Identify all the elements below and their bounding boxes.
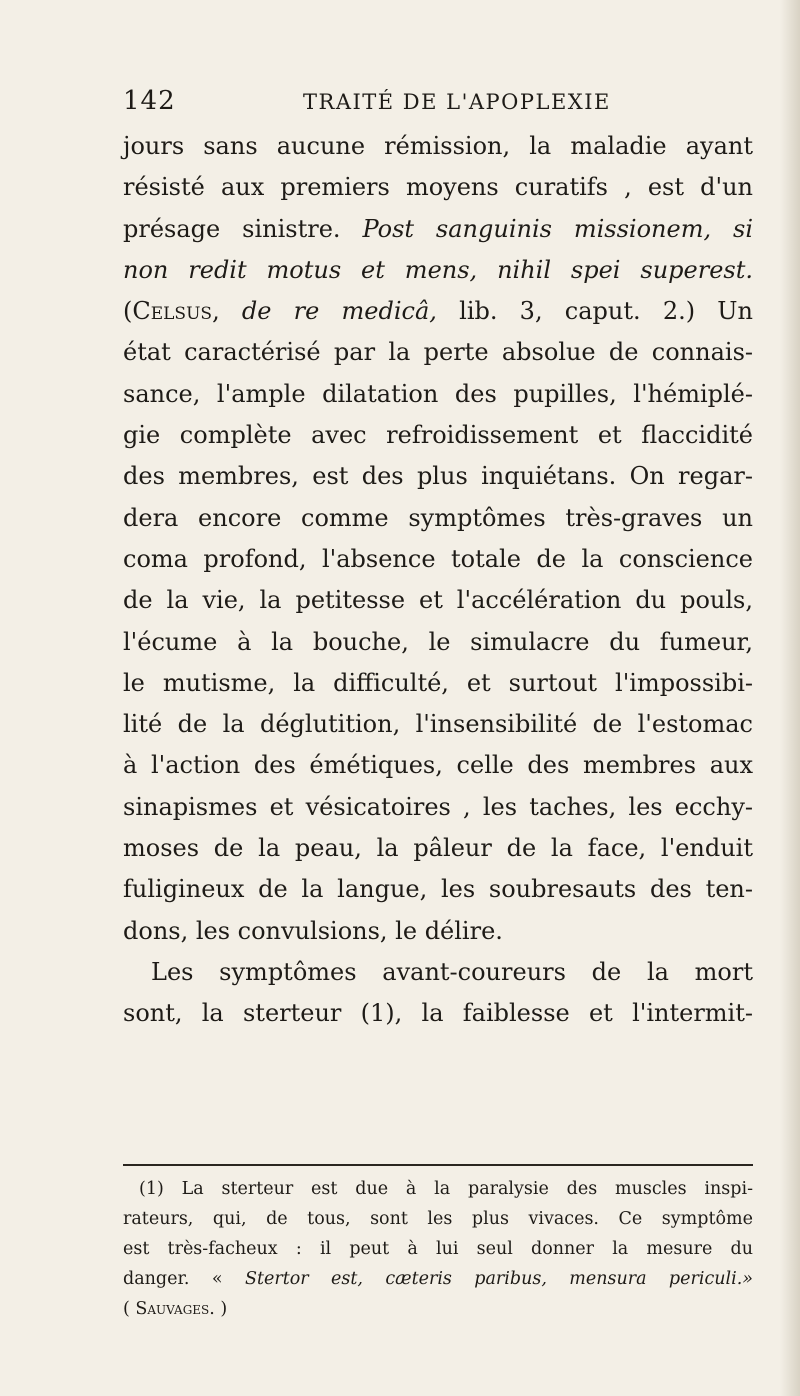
- footnote-rule: [123, 1164, 753, 1166]
- text-line: résisté aux premiers moyens curatifs , est d'un: [123, 173, 753, 202]
- text-line: de la vie, la petitesse et l'accélération du pouls,: [123, 586, 753, 615]
- text-line: dera encore comme symptômes très-graves un: [123, 503, 753, 532]
- text-line: des membres, est des plus inquiétans. On regar-: [123, 462, 753, 491]
- author-name: Sauvages.: [135, 1299, 215, 1319]
- text-line: moses de la peau, la pâleur de la face, l'enduit: [123, 834, 753, 863]
- text-run: ,: [212, 297, 220, 326]
- running-title: TRAITÉ DE L'APOPLEXIE: [303, 90, 611, 114]
- text-line: coma profond, l'absence totale de la conscience: [123, 544, 753, 573]
- text-run: présage sinistre.: [123, 214, 341, 243]
- latin-quote: Post sanguinis missionem, si: [362, 214, 753, 243]
- main-text: [123, 126, 753, 1035]
- footnote-line: [123, 1294, 753, 1324]
- text-line: Les symptômes avant-coureurs de la mort: [151, 957, 753, 986]
- latin-quote: Stertor est, cæteris paribus, mensura periculi.»: [244, 1269, 753, 1289]
- page-number: 142: [123, 86, 176, 116]
- text-line: état caractérisé par la perte absolue de connais-: [123, 338, 753, 367]
- text-line: jours sans aucune rémission, la maladie ayant: [123, 132, 753, 160]
- text-line: le mutisme, la difficulté, et surtout l'impossibi-: [123, 668, 753, 697]
- latin-quote: non redit motus et mens, nihil spei superest.: [123, 255, 753, 284]
- text-line: gie complète avec refroidissement et flaccidité: [123, 421, 753, 450]
- text-run: (: [123, 297, 133, 326]
- text-line: [123, 209, 753, 250]
- text-run: danger. «: [123, 1269, 223, 1289]
- footnote-line: est très-facheux : il peut à lui seul donner la mesure du: [123, 1239, 753, 1259]
- text-line: [123, 250, 753, 291]
- text-line: lité de la déglutition, l'insensibilité de l'estomac: [123, 710, 753, 739]
- footnote: [123, 1174, 753, 1324]
- text-line: sont, la sterteur (1), la faiblesse et l'intermit-: [123, 999, 753, 1028]
- text-line: sinapismes et vésicatoires , les taches, les ecchy-: [123, 792, 753, 821]
- text-line: dons, les convulsions, le délire.: [123, 916, 503, 945]
- text-line: sance, l'ample dilatation des pupilles, l'hémiplé-: [123, 379, 753, 408]
- text-run: (: [123, 1299, 130, 1319]
- page-edge-shadow: [780, 0, 800, 1396]
- footnote-line: rateurs, qui, de tous, sont les plus vivaces. Ce symptôme: [123, 1209, 753, 1229]
- text-run: ): [220, 1299, 228, 1319]
- text-run: lib. 3, caput. 2.) Un: [459, 297, 753, 326]
- text-line: à l'action des émétiques, celle des membres aux: [123, 751, 753, 780]
- work-title: de re medicâ,: [241, 297, 437, 326]
- text-line: l'écume à la bouche, le simulacre du fumeur,: [123, 627, 753, 656]
- text-line: [123, 291, 753, 332]
- page-header: [123, 86, 753, 120]
- footnote-line: [123, 1264, 753, 1294]
- author-name: Celsus: [132, 297, 213, 326]
- text-line: fuligineux de la langue, les soubresauts des ten-: [123, 875, 753, 904]
- footnote-line: (1) La sterteur est due à la paralysie des muscles inspi-: [139, 1179, 753, 1199]
